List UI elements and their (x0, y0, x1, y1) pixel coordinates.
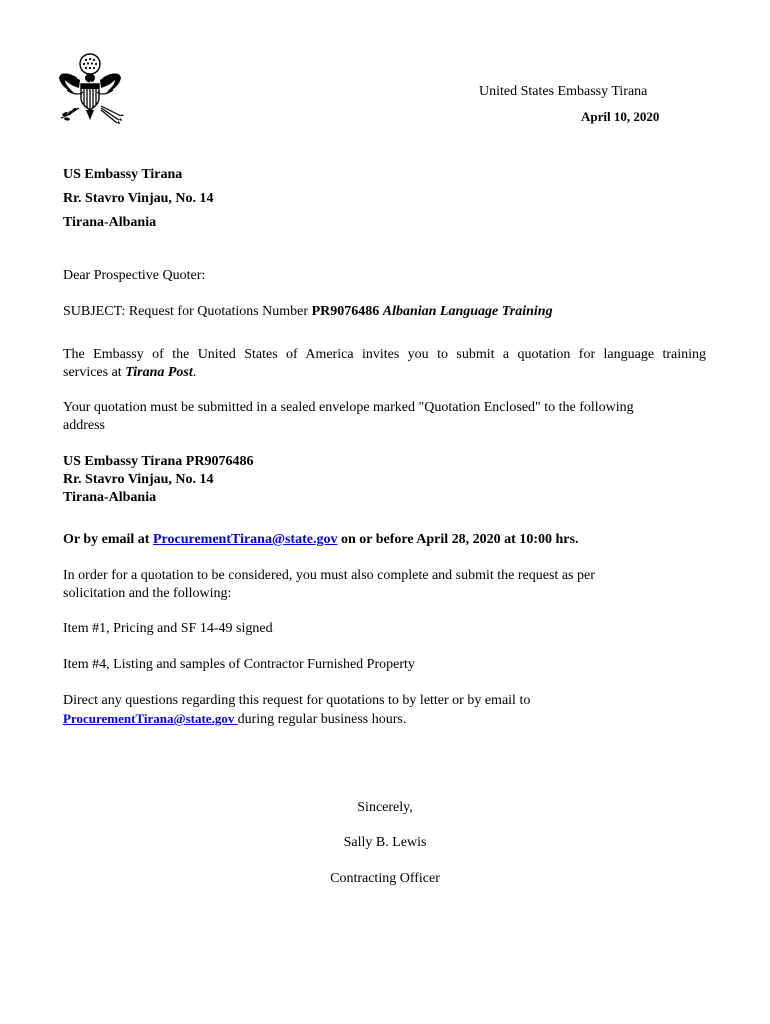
requirements-line-2: solicitation and the following: (63, 586, 232, 601)
intro-location: Tirana Post (125, 365, 193, 380)
recipient-line-1: US Embassy Tirana (63, 167, 183, 182)
item-4: Item #4, Listing and samples of Contractor Furnished Property (63, 657, 415, 672)
subject-prefix: SUBJECT: Request for Quotations Number (63, 304, 312, 319)
letter-date: April 10, 2020 (581, 109, 660, 124)
intro-line-2 (63, 365, 196, 381)
item-1: Item #1, Pricing and SF 14-49 signed (63, 621, 273, 636)
intro-suffix: . (192, 365, 197, 380)
intro-prefix: services at (63, 365, 126, 380)
questions-suffix: during regular business hours. (237, 712, 407, 727)
subject-line (63, 304, 553, 320)
recipient-line-2: Rr. Stavro Vinjau, No. 14 (63, 191, 214, 206)
email-deadline-prefix: Or by email at (63, 532, 153, 547)
intro-line-1: The Embassy of the United States of America invites you to submit a quotation for language training (63, 347, 706, 362)
salutation: Dear Prospective Quoter: (63, 268, 206, 283)
signatory-name: Sally B. Lewis (343, 835, 427, 850)
email-deadline-suffix: on or before April 28, 2020 at 10:00 hrs. (337, 532, 579, 547)
questions-line-1: Direct any questions regarding this request for quotations to by letter or by email to (63, 693, 531, 708)
requirements-line-1: In order for a quotation to be considered, you must also complete and submit the request as per (63, 568, 595, 583)
delivery-line-2: Rr. Stavro Vinjau, No. 14 (63, 472, 214, 487)
signatory-title: Contracting Officer (330, 871, 440, 886)
sign-off: Sincerely, (357, 800, 413, 815)
questions-line-2 (63, 711, 406, 728)
subject-title: Albanian Language Training (382, 304, 553, 319)
subject-number: PR9076486 (311, 304, 380, 319)
great-seal-eagle-icon (55, 50, 125, 126)
submission-line-1: Your quotation must be submitted in a sealed envelope marked "Quotation Enclosed" to the following (63, 400, 634, 415)
recipient-line-3: Tirana-Albania (63, 215, 157, 230)
delivery-line-3: Tirana-Albania (63, 490, 157, 505)
email-deadline (63, 532, 578, 548)
submission-line-2: address (63, 418, 105, 433)
procurement-email-link[interactable]: ProcurementTirana@state.gov (152, 532, 338, 547)
sender-office: United States Embassy Tirana (479, 84, 648, 99)
delivery-line-1: US Embassy Tirana PR9076486 (63, 454, 254, 469)
questions-email-link[interactable]: ProcurementTirana@state.gov (63, 711, 238, 726)
